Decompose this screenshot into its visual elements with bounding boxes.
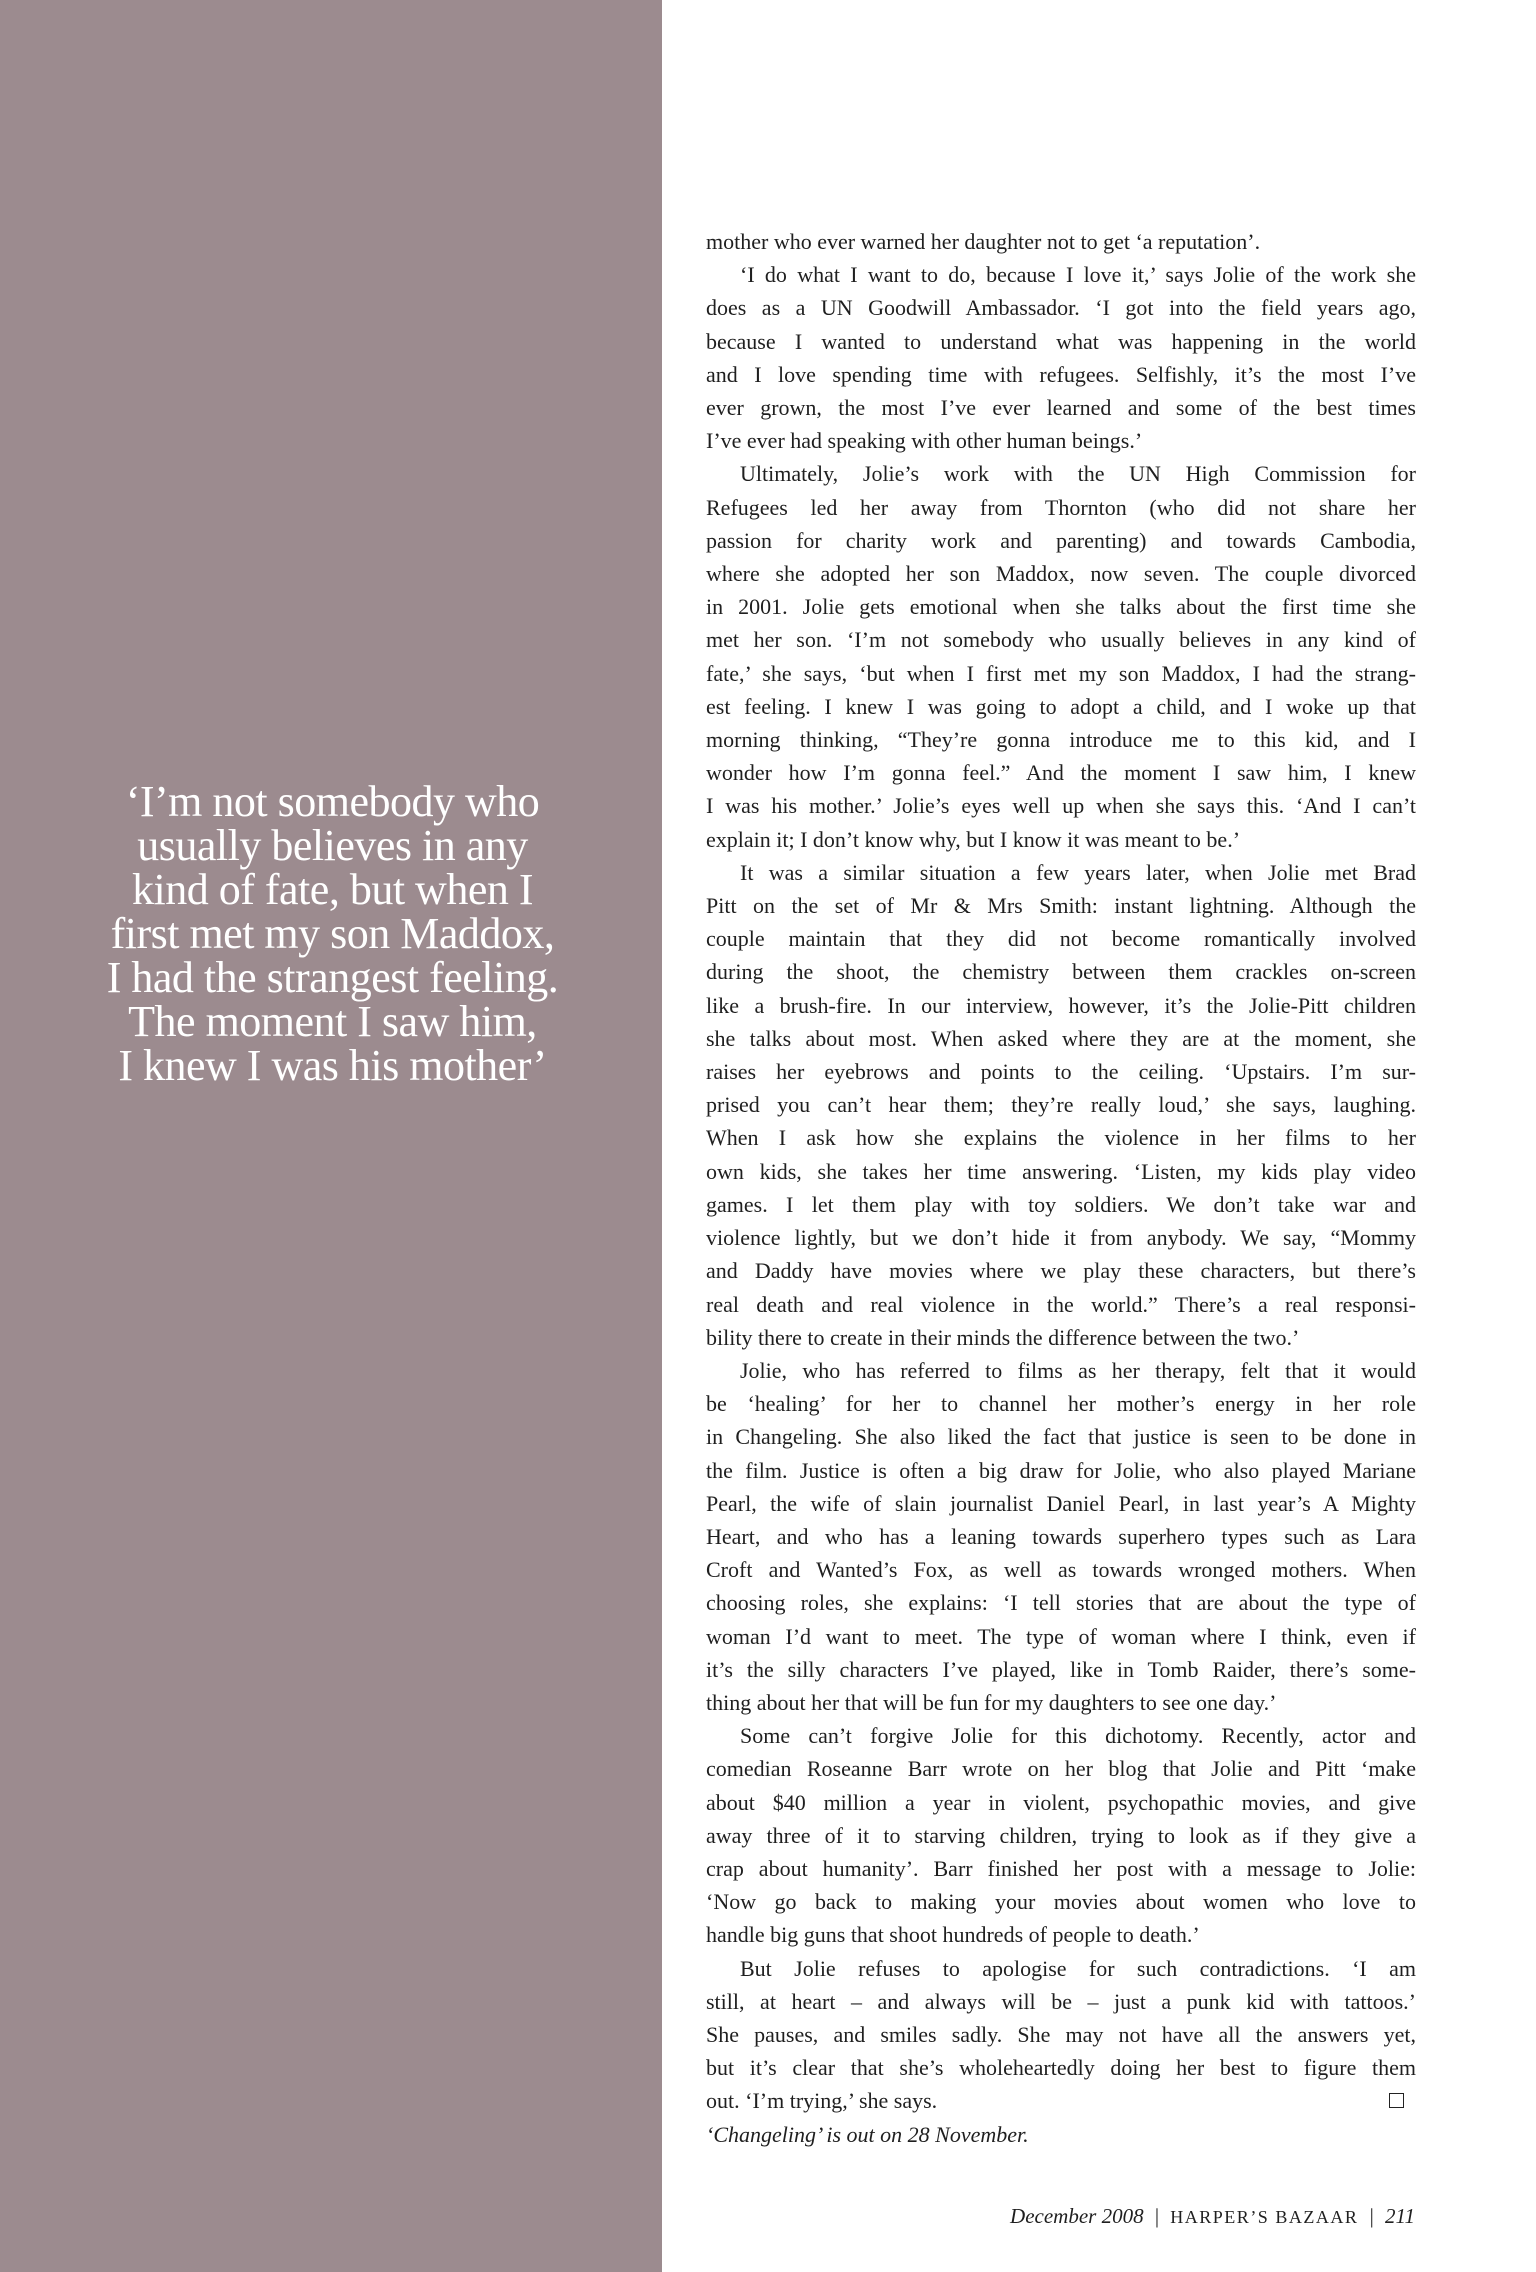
article-line: like a brush-fire. In our interview, however, it’s the Jolie-Pitt children [706,992,1416,1018]
article-line: thing about her that will be fun for my daughters to see one day.’ [706,1689,1277,1715]
article-line: woman I’d want to meet. The type of woman where I think, even if [706,1623,1416,1649]
magazine-name: HARPER’S BAZAAR [1170,2207,1359,2227]
article-line: comedian Roseanne Barr wrote on her blog that Jolie and Pitt ‘make [706,1756,1416,1782]
closing-line-row [706,2084,1416,2117]
page-number: 211 [1385,2204,1415,2228]
article-line: she talks about most. When asked where they are at the moment, she [706,1025,1416,1051]
article-line: about $40 million a year in violent, psychopathic movies, and give [706,1789,1416,1815]
article-line: Croft and Wanted’s Fox, as well as towards wronged mothers. When [706,1557,1416,1583]
article-line: met her son. ‘I’m not somebody who usually believes in any kind of [706,627,1416,653]
article-line: where she adopted her son Maddox, now seven. The couple divorced [706,561,1416,587]
article-line: mother who ever warned her daughter not to get ‘a reputation’. [706,229,1261,254]
article-line: in Changeling. She also liked the fact that justice is seen to be done in [706,1424,1416,1450]
article-line: Some can’t forgive Jolie for this dichotomy. Recently, actor and [740,1723,1416,1749]
article-line: Refugees led her away from Thornton (who did not share her [706,494,1416,520]
article-line: because I wanted to understand what was happening in the world [706,328,1416,354]
article-line: wonder how I’m gonna feel.” And the moment I saw him, I knew [706,760,1416,786]
article-line: ‘Now go back to making your movies about women who love to [706,1889,1416,1915]
film-credit: ‘Changeling’ is out on 28 November. [706,2121,1029,2147]
article-line: raises her eyebrows and points to the ceiling. ‘Upstairs. I’m sur- [706,1059,1416,1085]
quote-panel [0,0,662,2272]
article-line: explain it; I don’t know why, but I know it was meant to be.’ [706,826,1241,852]
article-line: But Jolie refuses to apologise for such contradictions. ‘I am [740,1955,1416,1981]
article-line: but it’s clear that she’s wholeheartedly doing her best to figure them [706,2055,1416,2081]
article-line: When I ask how she explains the violence in her films to her [706,1125,1416,1151]
article-line: still, at heart – and always will be – just a punk kid with tattoos.’ [706,1988,1416,2014]
article-line: crap about humanity’. Barr finished her post with a message to Jolie: [706,1855,1416,1881]
page-footer [1010,2204,1415,2229]
pull-quote-line: ‘I’m not somebody who [125,777,540,826]
article-line: ever grown, the most I’ve ever learned and some of the best times [706,395,1416,421]
article-line: Jolie, who has referred to films as her therapy, felt that it would [740,1357,1416,1383]
article-line: passion for charity work and parenting) and towards Cambodia, [706,527,1416,553]
folio-separator: | [1154,2204,1160,2228]
article-line: it’s the silly characters I’ve played, like in Tomb Raider, there’s some- [706,1656,1416,1682]
article-line: prised you can’t hear them; they’re really loud,’ she says, laughing. [706,1092,1416,1118]
article-line: does as a UN Goodwill Ambassador. ‘I got into the field years ago, [706,295,1416,321]
article-line: Pearl, the wife of slain journalist Daniel Pearl, in last year’s A Mighty [706,1490,1416,1516]
article-line: Ultimately, Jolie’s work with the UN High Commission for [740,461,1416,487]
article-line: away three of it to starving children, trying to look as if they give a [706,1822,1416,1848]
article-line: be ‘healing’ for her to channel her mother’s energy in her role [706,1391,1416,1417]
article-line: choosing roles, she explains: ‘I tell stories that are about the type of [706,1590,1416,1616]
article-line: during the shoot, the chemistry between them crackles on-screen [706,959,1416,985]
article-line: real death and real violence in the world.” There’s a real responsi- [706,1291,1416,1317]
article-line: violence lightly, but we don’t hide it from anybody. We say, “Mommy [706,1225,1416,1251]
article-line: couple maintain that they did not become romantically involved [706,926,1416,952]
article-line: bility there to create in their minds the difference between the two.’ [706,1324,1300,1350]
article-line: She pauses, and smiles sadly. She may not have all the answers yet, [706,2021,1416,2047]
end-square-icon [1389,2093,1404,2108]
article-line: fate,’ she says, ‘but when I first met my son Maddox, I had the strang- [706,660,1416,686]
pull-quote-line: I had the strangest feeling. [106,953,559,1002]
folio-separator: | [1369,2204,1374,2228]
article-line: ‘I do what I want to do, because I love it,’ says Jolie of the work she [740,262,1416,288]
article-line: Pitt on the set of Mr & Mrs Smith: instant lightning. Although the [706,893,1416,919]
issue-date: December 2008 [1010,2204,1144,2228]
article-line: I’ve ever had speaking with other human beings.’ [706,428,1143,454]
article-line: est feeling. I knew I was going to adopt a child, and I woke up that [706,693,1416,719]
pull-quote-line: usually believes in any [137,821,528,870]
article-line: I was his mother.’ Jolie’s eyes well up when she says this. ‘And I can’t [706,793,1416,819]
article-body [706,225,1416,2151]
pull-quote [40,777,625,1090]
closing-line: out. ‘I’m trying,’ she says. [706,2088,938,2114]
pull-quote-line: first met my son Maddox, [110,909,555,958]
article-line: Heart, and who has a leaning towards superhero types such as Lara [706,1523,1416,1549]
article-line: own kids, she takes her time answering. ‘Listen, my kids play video [706,1158,1416,1184]
article-line: handle big guns that shoot hundreds of people to death.’ [706,1922,1200,1948]
article-line: and I love spending time with refugees. Selfishly, it’s the most I’ve [706,361,1416,387]
article-line: morning thinking, “They’re gonna introduce me to this kid, and I [706,727,1416,753]
article-line: It was a similar situation a few years later, when Jolie met Brad [740,859,1416,885]
pull-quote-line: kind of fate, but when I [132,865,533,914]
article-line: and Daddy have movies where we play these characters, but there’s [706,1258,1416,1284]
pull-quote-line: I knew I was his mother’ [118,1041,547,1090]
article-line: games. I let them play with toy soldiers. We don’t take war and [706,1191,1416,1217]
article-line: the film. Justice is often a big draw for Jolie, who also played Mariane [706,1457,1416,1483]
pull-quote-line: The moment I saw him, [128,997,537,1046]
article-line: in 2001. Jolie gets emotional when she talks about the first time she [706,594,1416,620]
